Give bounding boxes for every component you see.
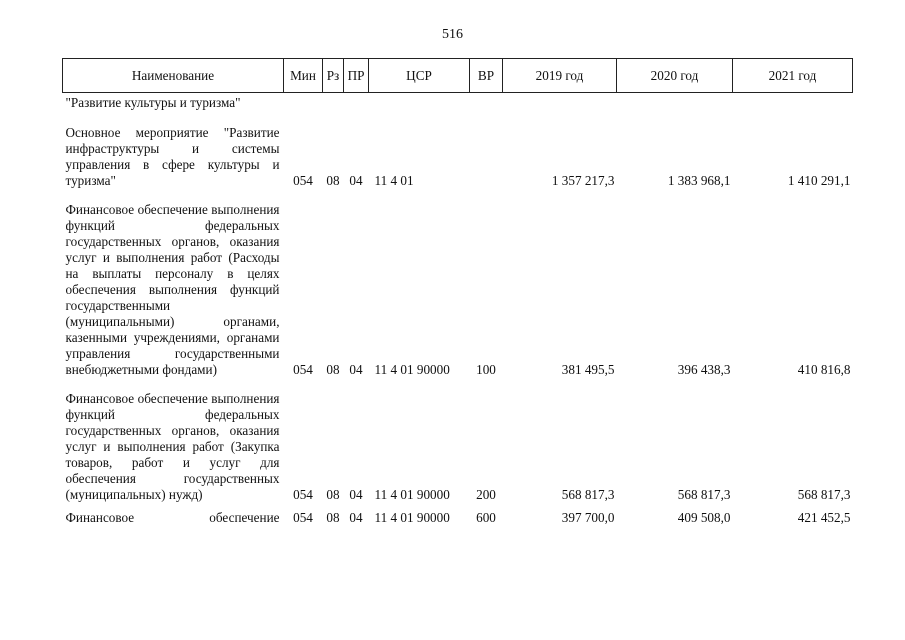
header-name: Наименование [63,59,284,93]
row-csr: 11 4 01 90000 [374,510,450,525]
row-pr: 04 [349,362,363,377]
row-min: 054 [293,487,313,502]
row-2021: 568 817,3 [797,487,851,502]
row-csr: 11 4 01 90000 [374,362,450,377]
row-2021: 1 410 291,1 [787,173,851,188]
row-name: Финансовое обеспечение выполнения функций федеральных государственных органов, оказания услуг и выполнения работ (Расходы на выплаты персоналу в целях обеспечения выполнения функций государственными (муниципальными) органами, казенными учреждениями, органами управления государственными внебюджетными фондами) [65,202,280,377]
row-min: 054 [293,362,313,377]
header-vr: ВР [470,59,503,93]
table-header-row [63,59,853,93]
row-2020: 568 817,3 [677,487,731,502]
row-name: Финансовое обеспечение выполнения функций федеральных государственных органов, оказания услуг и выполнения работ (Закупка товаров, работ и услуг для обеспечения государственных (муниципальных) нужд) [65,391,280,502]
table-row [63,189,853,378]
header-csr: ЦСР [369,59,470,93]
row-2019: 568 817,3 [561,487,615,502]
page-number: 516 [442,27,463,42]
row-vr [470,111,503,189]
row-2019: 397 700,0 [561,510,615,525]
header-2019: 2019 год [503,59,617,93]
row-rz: 08 [326,487,340,502]
header-rz: Рз [323,59,344,93]
table-row [63,111,853,189]
row-min: 054 [293,173,313,188]
row-name: "Развитие культуры и туризма" [65,95,241,110]
row-pr: 04 [349,173,363,188]
row-csr: 11 4 01 [374,173,414,188]
row-rz: 08 [326,173,340,188]
header-min: Мин [284,59,323,93]
header-2020: 2020 год [617,59,733,93]
row-name: Основное мероприятие "Развитие инфраструктуры и системы управления в сфере культуры и туризма" [65,125,280,188]
row-name: Финансовое обеспечение [65,510,280,525]
row-2019: 1 357 217,3 [551,173,615,188]
row-vr: 100 [476,362,496,377]
row-2020: 409 508,0 [677,510,731,525]
table-row [63,503,853,526]
budget-table [62,58,853,526]
header-pr: ПР [344,59,369,93]
row-2021: 421 452,5 [797,510,851,525]
row-vr: 600 [476,510,496,525]
row-vr: 200 [476,487,496,502]
header-2021: 2021 год [733,59,853,93]
row-rz: 08 [326,362,340,377]
row-csr: 11 4 01 90000 [374,487,450,502]
row-rz: 08 [326,510,340,525]
row-2021: 410 816,8 [797,362,851,377]
row-pr: 04 [349,487,363,502]
row-pr: 04 [349,510,363,525]
table-row [63,378,853,503]
row-2019: 381 495,5 [561,362,615,377]
row-2020: 1 383 968,1 [667,173,731,188]
table-row [63,93,853,112]
row-min: 054 [293,510,313,525]
row-2020: 396 438,3 [677,362,731,377]
